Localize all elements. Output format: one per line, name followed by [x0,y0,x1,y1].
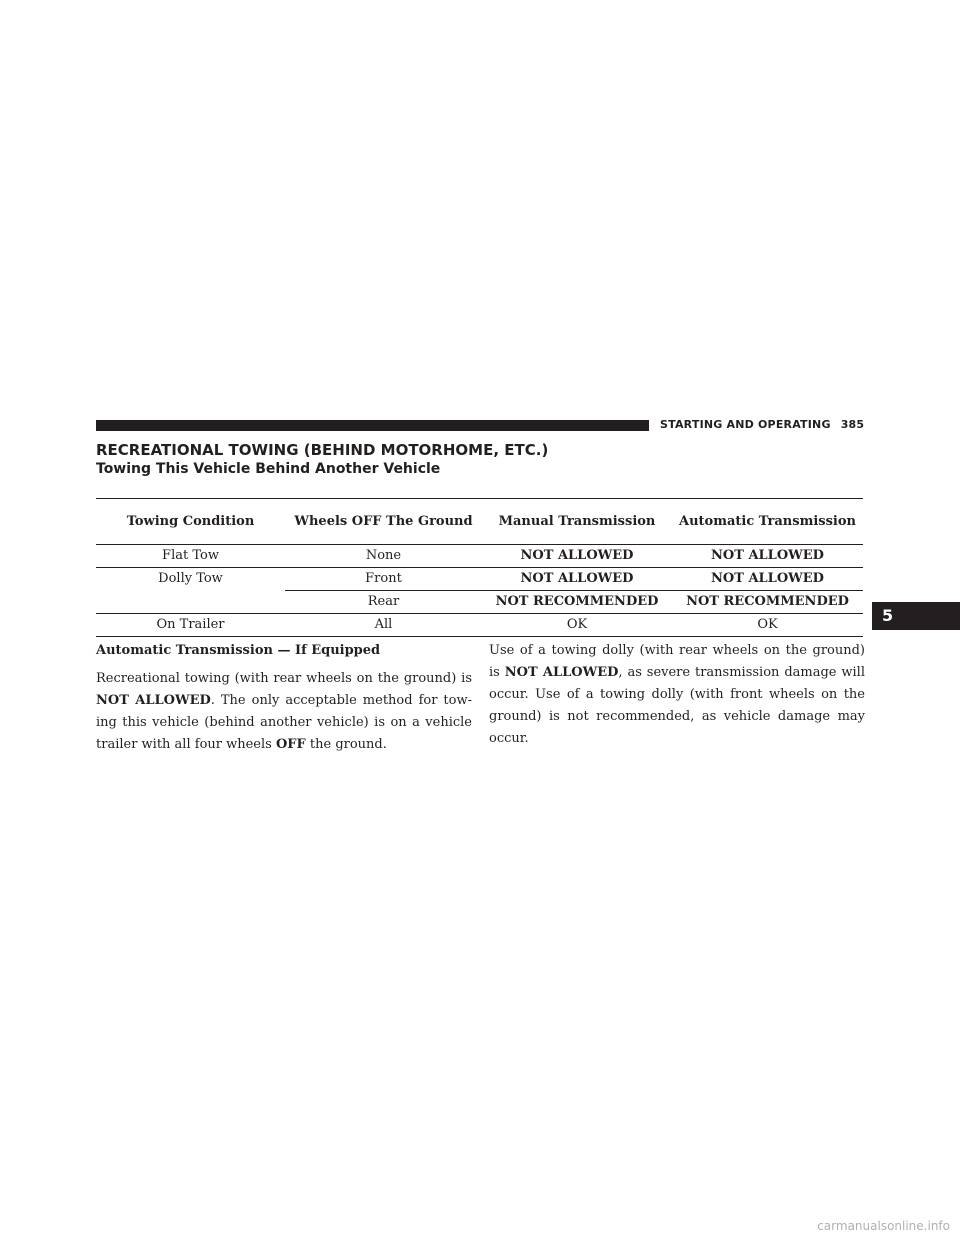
cell-condition: On Trailer [96,614,285,637]
table-row [96,614,863,637]
p1-bold-not-allowed: NOT ALLOWED [96,693,211,708]
towing-table [96,498,863,637]
header-towing-condition: Towing Condition [96,499,285,545]
chapter-thumb-tab [872,602,960,630]
cell-manual: NOT ALLOWED [482,568,672,591]
p1-text-e: the ground. [305,737,387,752]
cell-automatic: NOT ALLOWED [672,568,863,591]
page-number: 385 [840,418,865,431]
header-manual-transmission: Manual Transmission [482,499,672,545]
chapter-number: 5 [882,606,894,625]
cell-wheels: All [285,614,482,637]
p2-text-c: , as severe transmission damage will occur. Use of a towing dolly (with front wheels on the ground) is not recommended, as vehicle damage may occur. [489,665,865,746]
p1-text-c: . The only acceptable method for tow-ing this vehicle (behind another vehicle) is on a vehicle trailer with all four wheels [96,693,472,752]
running-head [660,418,866,431]
right-column [489,640,865,750]
p1-bold-off: OFF [275,737,306,752]
section-heading: RECREATIONAL TOWING (BEHIND MOTORHOME, ETC.) [96,441,549,459]
cell-automatic: NOT RECOMMENDED [672,591,863,614]
watermark: carmanualsonline.info [817,1219,950,1233]
subsection-heading: Towing This Vehicle Behind Another Vehicle [96,461,441,477]
header-bar [96,420,649,431]
cell-wheels: Rear [285,591,482,614]
cell-manual: NOT ALLOWED [482,545,672,568]
recreational-towing-paragraph [96,668,472,756]
automatic-transmission-heading: Automatic Transmission — If Equipped [96,643,381,658]
cell-automatic: OK [672,614,863,637]
cell-manual: OK [482,614,672,637]
p1-text-a: Recreational towing (with rear wheels on the ground) is [96,671,472,686]
cell-automatic: NOT ALLOWED [672,545,863,568]
header-wheels-off: Wheels OFF The Ground [285,499,482,545]
left-column [96,640,472,756]
cell-condition: Flat Tow [96,545,285,568]
table-header-row [96,499,863,545]
cell-condition: Dolly Tow [96,568,285,614]
header-automatic-transmission: Automatic Transmission [672,499,863,545]
section-title: STARTING AND OPERATING [660,418,831,431]
table-row [96,568,863,591]
cell-manual: NOT RECOMMENDED [482,591,672,614]
cell-wheels: None [285,545,482,568]
table-row [96,545,863,568]
cell-wheels: Front [285,568,482,591]
p2-text-a: Use of a towing dolly (with rear wheels on the ground) is [489,643,865,680]
towing-dolly-paragraph [489,640,865,750]
p2-bold-not-allowed: NOT ALLOWED [504,665,619,680]
